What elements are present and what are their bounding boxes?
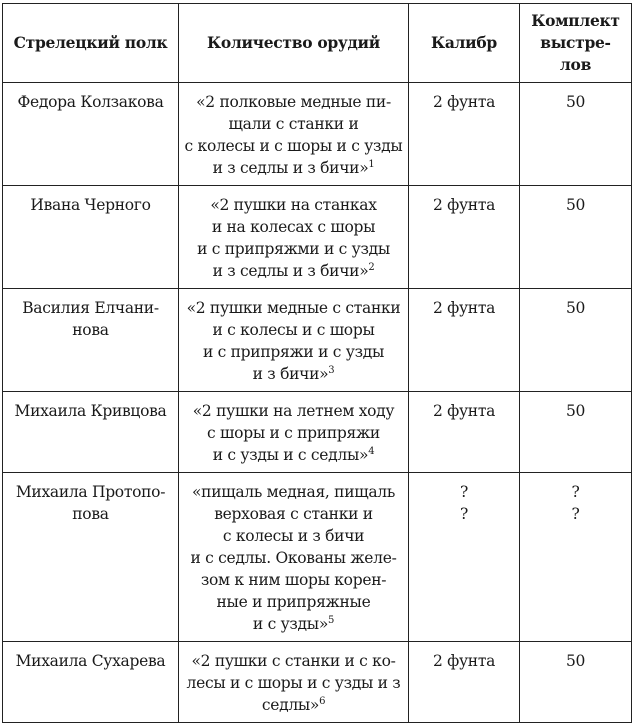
caliber-cell <box>409 642 520 723</box>
rounds-cell-line <box>524 297 627 319</box>
text: и з седлы и з бичи» <box>212 262 369 280</box>
guns-cell-line <box>183 422 404 444</box>
guns-cell <box>179 289 409 392</box>
guns-cell-line <box>183 260 404 282</box>
text: Ивана Черного <box>30 196 151 214</box>
text: ? <box>571 483 580 501</box>
text: 50 <box>565 402 586 420</box>
text: ? <box>571 505 580 523</box>
guns-cell-line <box>183 319 404 341</box>
regiment-cell-line <box>7 650 174 672</box>
text: «2 полковые медные пи- <box>196 93 391 111</box>
text: 50 <box>565 299 586 317</box>
text: и на колесах с шоры <box>211 218 376 236</box>
regiments-artillery-table <box>2 3 632 723</box>
text: 50 <box>565 652 586 670</box>
caliber-cell-line <box>413 481 515 503</box>
text: и с седлы. Окованы желе- <box>190 549 397 567</box>
rounds-cell <box>520 289 632 392</box>
caliber-cell <box>409 392 520 473</box>
footnote-ref[interactable]: 6 <box>319 696 326 707</box>
rounds-cell <box>520 473 632 642</box>
text: Михаила Протопо- <box>15 483 166 501</box>
footnote-ref[interactable]: 1 <box>368 159 375 170</box>
rounds-cell <box>520 392 632 473</box>
regiment-cell <box>3 642 179 723</box>
guns-cell <box>179 642 409 723</box>
text: Василия Елчани- <box>22 299 159 317</box>
guns-cell-line <box>183 481 404 503</box>
text: и с припряжи и с узды <box>202 343 385 361</box>
header-rounds-line: Комплект <box>531 11 620 30</box>
guns-cell-line <box>183 194 404 216</box>
caliber-cell-line <box>413 503 515 525</box>
guns-cell-line <box>183 613 404 635</box>
text: 2 фунта <box>432 299 496 317</box>
rounds-cell-line <box>524 400 627 422</box>
guns-cell-line <box>183 444 404 466</box>
text: с шоры и с припряжи <box>207 424 380 442</box>
text: 2 фунта <box>432 402 496 420</box>
rounds-cell <box>520 642 632 723</box>
guns-cell-line <box>183 363 404 385</box>
guns-cell-line <box>183 297 404 319</box>
caliber-cell-line <box>413 650 515 672</box>
regiment-cell <box>3 289 179 392</box>
guns-cell-line <box>183 503 404 525</box>
text: и с колесы и с шоры <box>212 321 375 339</box>
caliber-cell <box>409 289 520 392</box>
guns-cell-line <box>183 569 404 591</box>
text: лесы и с шоры и с узды и з <box>186 674 401 692</box>
header-rounds-line: выстре- <box>540 33 611 52</box>
guns-cell <box>179 473 409 642</box>
text: и з бичи» <box>252 365 329 383</box>
regiment-cell-line <box>7 297 174 319</box>
caliber-cell-line <box>413 194 515 216</box>
text: пова <box>72 505 109 523</box>
regiment-cell <box>3 473 179 642</box>
guns-cell <box>179 392 409 473</box>
rounds-cell-line <box>524 194 627 216</box>
text: 50 <box>565 93 586 111</box>
guns-cell-line <box>183 157 404 179</box>
table-row <box>3 642 632 723</box>
table-row <box>3 473 632 642</box>
guns-cell-line <box>183 216 404 238</box>
caliber-cell-line <box>413 400 515 422</box>
text: «2 пушки с станки и с ко- <box>191 652 396 670</box>
header-rounds <box>520 4 632 83</box>
text: верховая с станки и <box>214 505 373 523</box>
guns-cell-line <box>183 113 404 135</box>
guns-cell <box>179 186 409 289</box>
footnote-ref[interactable]: 5 <box>328 615 335 626</box>
guns-cell-line <box>183 591 404 613</box>
regiment-cell <box>3 186 179 289</box>
text: и с узды и с седлы» <box>212 446 369 464</box>
text: и с припряжми и с узды <box>197 240 390 258</box>
table-row <box>3 392 632 473</box>
header-rounds-line: лов <box>559 55 592 74</box>
table-row <box>3 83 632 186</box>
regiment-cell <box>3 392 179 473</box>
rounds-cell-line <box>524 650 627 672</box>
table-row <box>3 289 632 392</box>
guns-cell-line <box>183 400 404 422</box>
text: «пищаль медная, пищаль <box>192 483 395 501</box>
rounds-cell <box>520 83 632 186</box>
footnote-ref[interactable]: 3 <box>328 365 335 376</box>
text: 2 фунта <box>432 652 496 670</box>
guns-cell-line <box>183 341 404 363</box>
regiment-cell-line <box>7 91 174 113</box>
text: с колесы и с шоры и с узды <box>184 137 403 155</box>
regiment-cell-line <box>7 481 174 503</box>
text: 50 <box>565 196 586 214</box>
text: и с узды» <box>252 615 329 633</box>
regiment-cell-line <box>7 194 174 216</box>
caliber-cell <box>409 473 520 642</box>
header-caliber: Калибр <box>409 4 520 83</box>
text: 2 фунта <box>432 93 496 111</box>
caliber-cell <box>409 83 520 186</box>
rounds-cell-line <box>524 503 627 525</box>
text: ? <box>459 505 468 523</box>
text: 2 фунта <box>432 196 496 214</box>
text: седлы» <box>261 696 320 714</box>
text: Федора Колзакова <box>17 93 164 111</box>
text: с колесы и з бичи <box>222 527 365 545</box>
header-regiment: Стрелецкий полк <box>3 4 179 83</box>
rounds-cell-line <box>524 481 627 503</box>
regiment-cell-line <box>7 319 174 341</box>
text: ные и припряжные <box>216 593 371 611</box>
table-body <box>3 83 632 723</box>
caliber-cell-line <box>413 297 515 319</box>
footnote-ref[interactable]: 2 <box>368 262 375 273</box>
text: «2 пушки медные с станки <box>186 299 401 317</box>
rounds-cell-line <box>524 91 627 113</box>
guns-cell-line <box>183 650 404 672</box>
guns-cell-line <box>183 238 404 260</box>
guns-cell-line <box>183 91 404 113</box>
guns-cell-line <box>183 547 404 569</box>
regiment-cell-line <box>7 503 174 525</box>
guns-cell-line <box>183 694 404 716</box>
guns-cell-line <box>183 672 404 694</box>
header-row <box>3 4 632 83</box>
guns-cell <box>179 83 409 186</box>
text: и з седлы и з бичи» <box>212 159 369 177</box>
guns-cell-line <box>183 525 404 547</box>
text: зом к ним шоры корен- <box>200 571 387 589</box>
text: «2 пушки на станках <box>210 196 377 214</box>
text: нова <box>72 321 109 339</box>
rounds-cell <box>520 186 632 289</box>
regiment-cell <box>3 83 179 186</box>
text: ? <box>459 483 468 501</box>
caliber-cell-line <box>413 91 515 113</box>
caliber-cell <box>409 186 520 289</box>
text: щали с станки и <box>228 115 359 133</box>
footnote-ref[interactable]: 4 <box>368 446 375 457</box>
regiment-cell-line <box>7 400 174 422</box>
guns-cell-line <box>183 135 404 157</box>
table-row <box>3 186 632 289</box>
text: «2 пушки на летнем ходу <box>192 402 395 420</box>
text: Михаила Кривцова <box>14 402 167 420</box>
header-guns: Количество орудий <box>179 4 409 83</box>
text: Михаила Сухарева <box>15 652 166 670</box>
